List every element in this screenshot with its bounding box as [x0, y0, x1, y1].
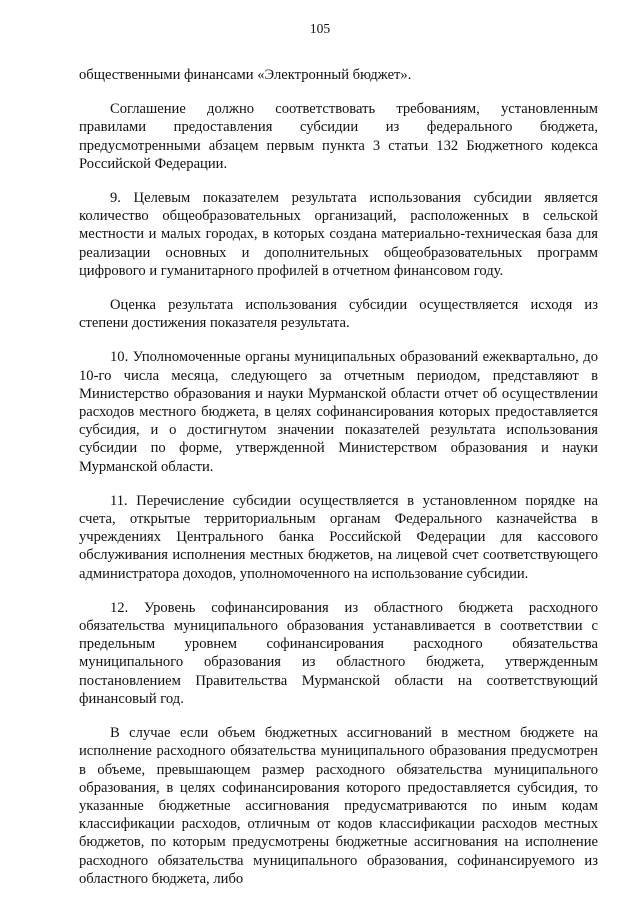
paragraph: Оценка результата использования субсидии осуществляется исходя из степени достижения показателя результата. — [79, 297, 598, 332]
paragraph: 11. Перечисление субсидии осуществляется в установленном порядке на счета, открытые территориальным органам Федерального казначейства в учреждениях Центрального банка Российской Федерации для кассового обслуживания исполнения местных бюджетов, на лицевой счет соответствующего администратора доходов, уполномоченного на использование субсидии. — [79, 492, 598, 582]
document-body — [79, 66, 598, 904]
paragraph: общественными финансами «Электронный бюджет». — [79, 67, 412, 83]
paragraph: Соглашение должно соответствовать требованиям, установленным правилами предоставления субсидии из федерального бюджета, предусмотренными абзацем первым пункта 3 статьи 132 Бюджетного кодекса Российской Федерации. — [79, 101, 598, 172]
paragraph: В случае если объем бюджетных ассигнований в местном бюджете на исполнение расходного обязательства муниципального образования предусмотрен в объеме, превышающем размер расходного обязательства муниципального образования, в целях софинансирования которого предоставляется субсидия, то указанные бюджетные ассигнования предусматриваются по иным кодам классификации расходов, отличным от кодов классификации расходов местных бюджетов, по которым предусмотрены бюджетные ассигнования на исполнение расходного обязательства муниципального образования, софинансируемого из областного бюджета, либо — [79, 725, 598, 887]
paragraph: 12. Уровень софинансирования из областного бюджета расходного обязательства муниципального образования устанавливается в соответствии с предельным уровнем софинансирования расходного обязательства муниципального образования из областного бюджета, утвержденным постановлением Правительства Мурманской области на соответствующий финансовый год. — [79, 599, 598, 707]
paragraph: 10. Уполномоченные органы муниципальных образований ежеквартально, до 10-го числа месяца, следующего за отчетным периодом, представляют в Министерство образования и науки Мурманской области отчет об осуществлении расходов местного бюджета, в целях софинансирования которых предоставляется субсидия, и о достигнутом значении показателей результата использования субсидии по форме, утвержденной Министерством образования и науки Мурманской области. — [79, 349, 598, 475]
page-number: 105 — [309, 21, 331, 36]
paragraph: 9. Целевым показателем результата использования субсидии является количество общеобразовательных организаций, расположенных в сельской местности и малых городах, в которых создана материально-техническая база для реализации основных и дополнительных общеобразовательных программ цифрового и гуманитарного профилей в отчетном финансовом году. — [79, 190, 598, 279]
